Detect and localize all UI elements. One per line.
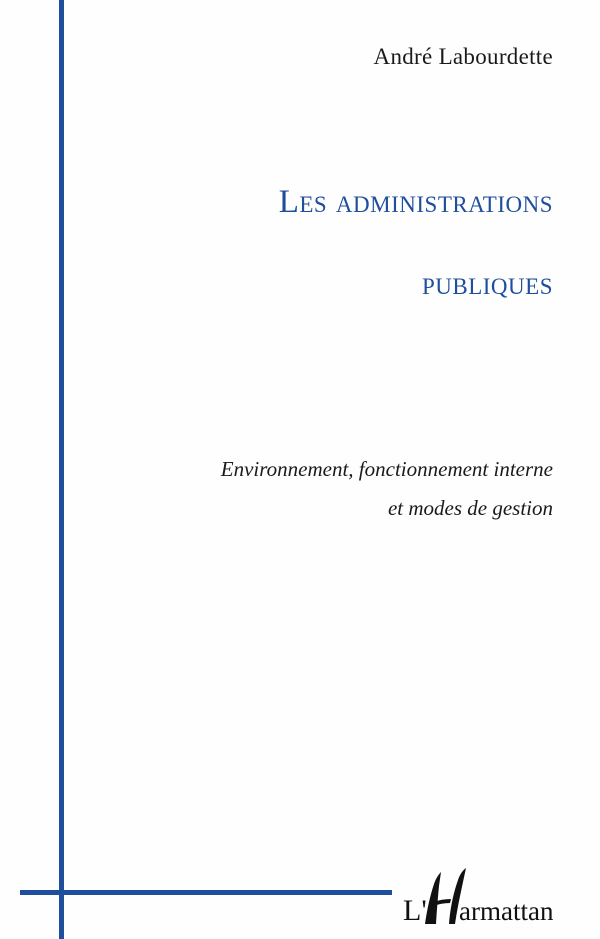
vertical-blue-rule [59,0,64,939]
svg-text:L': L' [403,894,427,926]
svg-text:armattan: armattan [459,896,553,926]
horizontal-blue-rule [20,890,392,895]
title-line-2: publiques [421,266,553,302]
subtitle-line-1: Environnement, fonctionnement interne [220,457,553,481]
subtitle-line-2: et modes de gestion [387,496,553,520]
author-name: André Labourdette [373,44,553,69]
harmattan-logo-icon [403,866,553,926]
publisher-logo [403,866,553,926]
title-line-1: Les administrations [278,184,553,220]
